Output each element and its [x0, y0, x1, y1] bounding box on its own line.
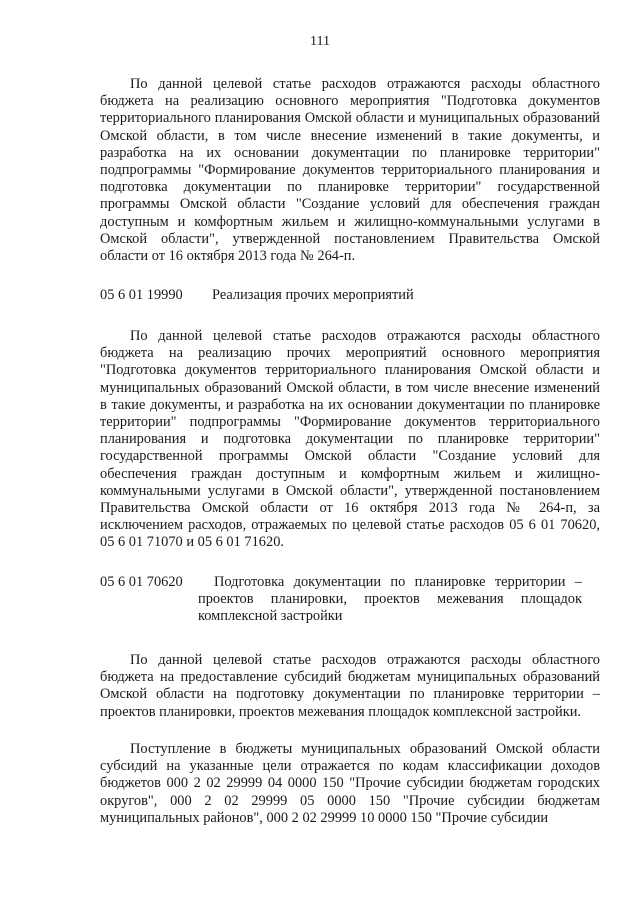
- heading-target-article-70620: [100, 574, 600, 626]
- paragraph-1: По данной целевой статье расходов отражаются расходы областного бюджета на реализацию основного мероприятия "Подготовка документов территориального планирования Омской области и муниципальных образований Омской области, в том числе внесение изменений в такие документы, и разработка на их основании документации по планировке территории" подпрограммы "Формирование документов территориального планирования и подготовка документации по планировке территории" государственной программы Омской области "Создание условий для обеспечения граждан доступным и комфортным жильем и жилищно-коммунальными услугами в Омской области", утвержденной постановлением Правительства Омской области от 16 октября 2013 года № 264-п.: [100, 76, 600, 265]
- paragraph-2: По данной целевой статье расходов отражаются расходы областного бюджета на реализацию прочих мероприятий основного мероприятия "Подготовка документов территориального планирования Омской области и муниципальных образований Омской области, в том числе внесение изменений в такие документы, и разработка на их основании документации по планировке территории" подпрограммы "Формирование документов территориального планирования и подготовка документации по планировке территории" государственной программы Омской области "Создание условий для обеспечения граждан доступным и комфортным жильем и жилищно-коммунальными услугами в Омской области", утвержденной постановлением Правительства Омской области от 16 октября 2013 года № 264-п, за исключением расходов, отражаемых по целевой статье расходов 05 6 01 70620, 05 6 01 71070 и 05 6 01 71620.: [100, 328, 600, 551]
- target-article-title: Подготовка документации по планировке территории – проектов планировки, проектов межевания площадок комплексной застройки: [198, 574, 582, 625]
- paragraph-4: Поступление в бюджеты муниципальных образований Омской области субсидий на указанные цели отражается по кодам классификации доходов бюджетов 000 2 02 29999 04 0000 150 "Прочие субсидии бюджетам городских округов", 000 2 02 29999 05 0000 150 "Прочие субсидии бюджетам муниципальных районов", 000 2 02 29999 10 0000 150 "Прочие субсидии: [100, 741, 600, 826]
- target-article-code: 05 6 01 19990: [100, 287, 183, 303]
- target-article-code: 05 6 01 70620: [100, 574, 183, 590]
- paragraph-3: По данной целевой статье расходов отражаются расходы областного бюджета на предоставление субсидий бюджетам муниципальных образований Омской области на подготовку документации по планировке территории – проектов планировки, проектов межевания площадок комплексной застройки.: [100, 652, 600, 720]
- page-number: 111: [310, 34, 330, 49]
- heading-target-article-19990: [100, 287, 600, 304]
- target-article-title: Реализация прочих мероприятий: [212, 287, 414, 303]
